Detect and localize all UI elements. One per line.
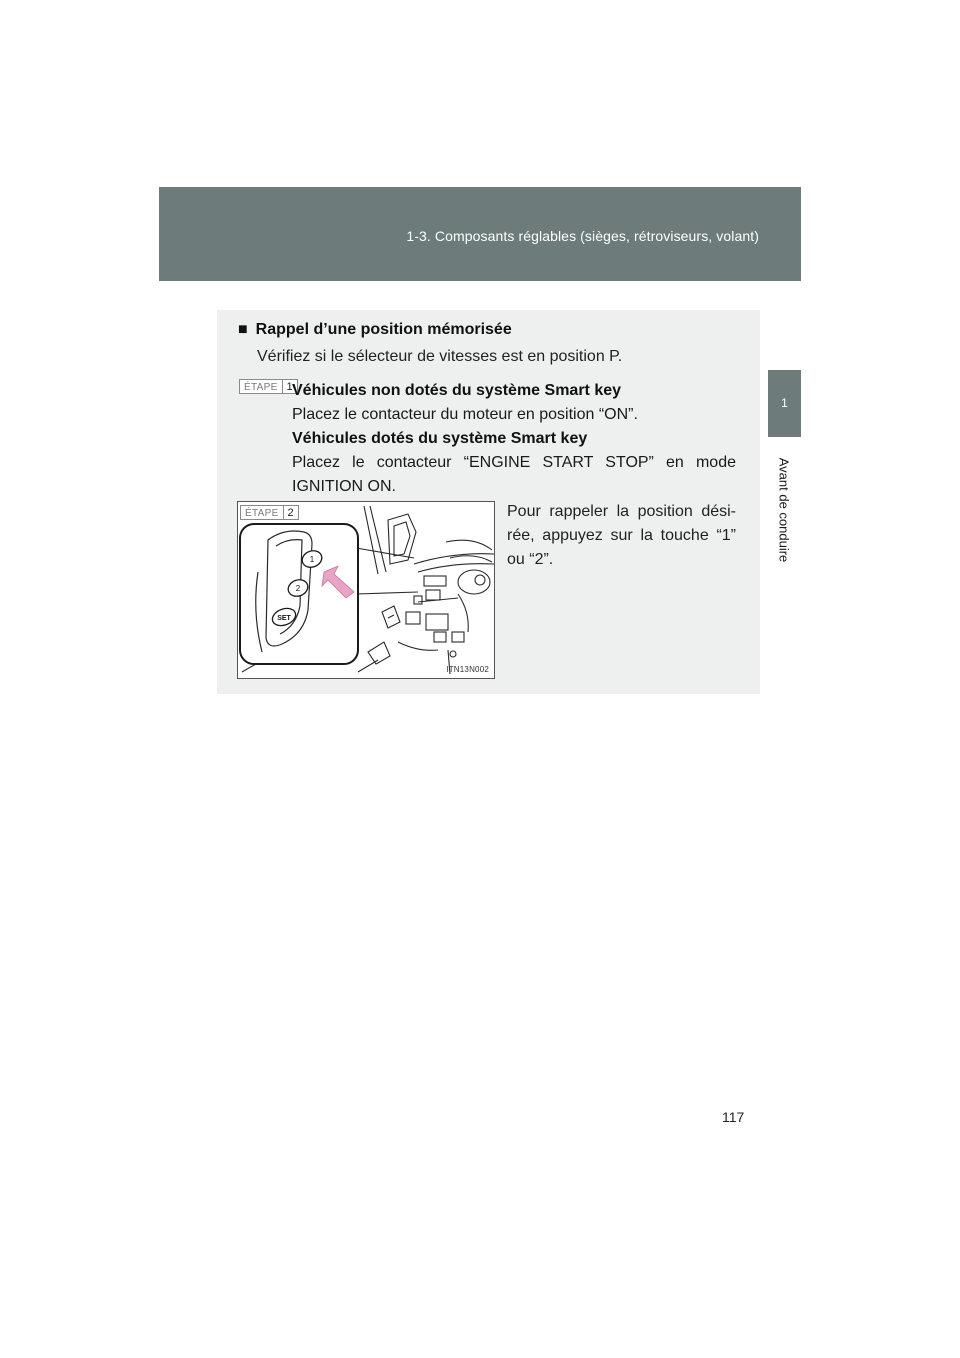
- step-word: ÉTAPE: [239, 379, 283, 394]
- step-2-instruction: Pour rappeler la position dési-rée, appuyez sur la touche “1” ou “2”.: [507, 503, 736, 568]
- chapter-number: 1: [781, 396, 788, 410]
- header-band: [159, 187, 801, 281]
- heading-text: Rappel d’une position mémorisée: [255, 321, 512, 338]
- square-bullet-icon: ■: [238, 321, 248, 338]
- chapter-label: Avant de conduire: [776, 457, 792, 563]
- vehicles-with-smart-key: Véhicules dotés du système Smart key: [292, 430, 588, 447]
- instruction-with-smart-key: Placez le contacteur “ENGINE START STOP” en mode IGNITION ON.: [292, 454, 736, 495]
- section-title: 1-3. Composants réglables (sièges, rétroviseurs, volant): [406, 228, 759, 244]
- instruction-without-smart-key: Placez le contacteur du moteur en position “ON”.: [292, 406, 638, 423]
- step-number: 1: [283, 379, 298, 394]
- memory-button-2-label: 2: [295, 584, 301, 593]
- set-button-label: SET: [277, 615, 291, 622]
- content-box: [217, 310, 760, 694]
- dashboard-drawing: [238, 502, 494, 678]
- page-number: 117: [722, 1109, 745, 1125]
- section-heading: [238, 321, 512, 339]
- figure-code: ITN13N002: [446, 665, 489, 674]
- memory-button-1-label: 1: [309, 555, 315, 564]
- chapter-tab: [768, 370, 801, 437]
- vehicles-without-smart-key: Véhicules non dotés du système Smart key: [292, 382, 622, 399]
- memory-buttons-illustration: [237, 501, 495, 679]
- step-1-badge: [239, 379, 298, 394]
- step-number: 2: [284, 505, 299, 520]
- step-1-content: [292, 379, 736, 499]
- step-2-badge: [240, 505, 299, 520]
- intro-text: Vérifiez si le sélecteur de vitesses est en position P.: [257, 348, 623, 365]
- step-word: ÉTAPE: [240, 505, 284, 520]
